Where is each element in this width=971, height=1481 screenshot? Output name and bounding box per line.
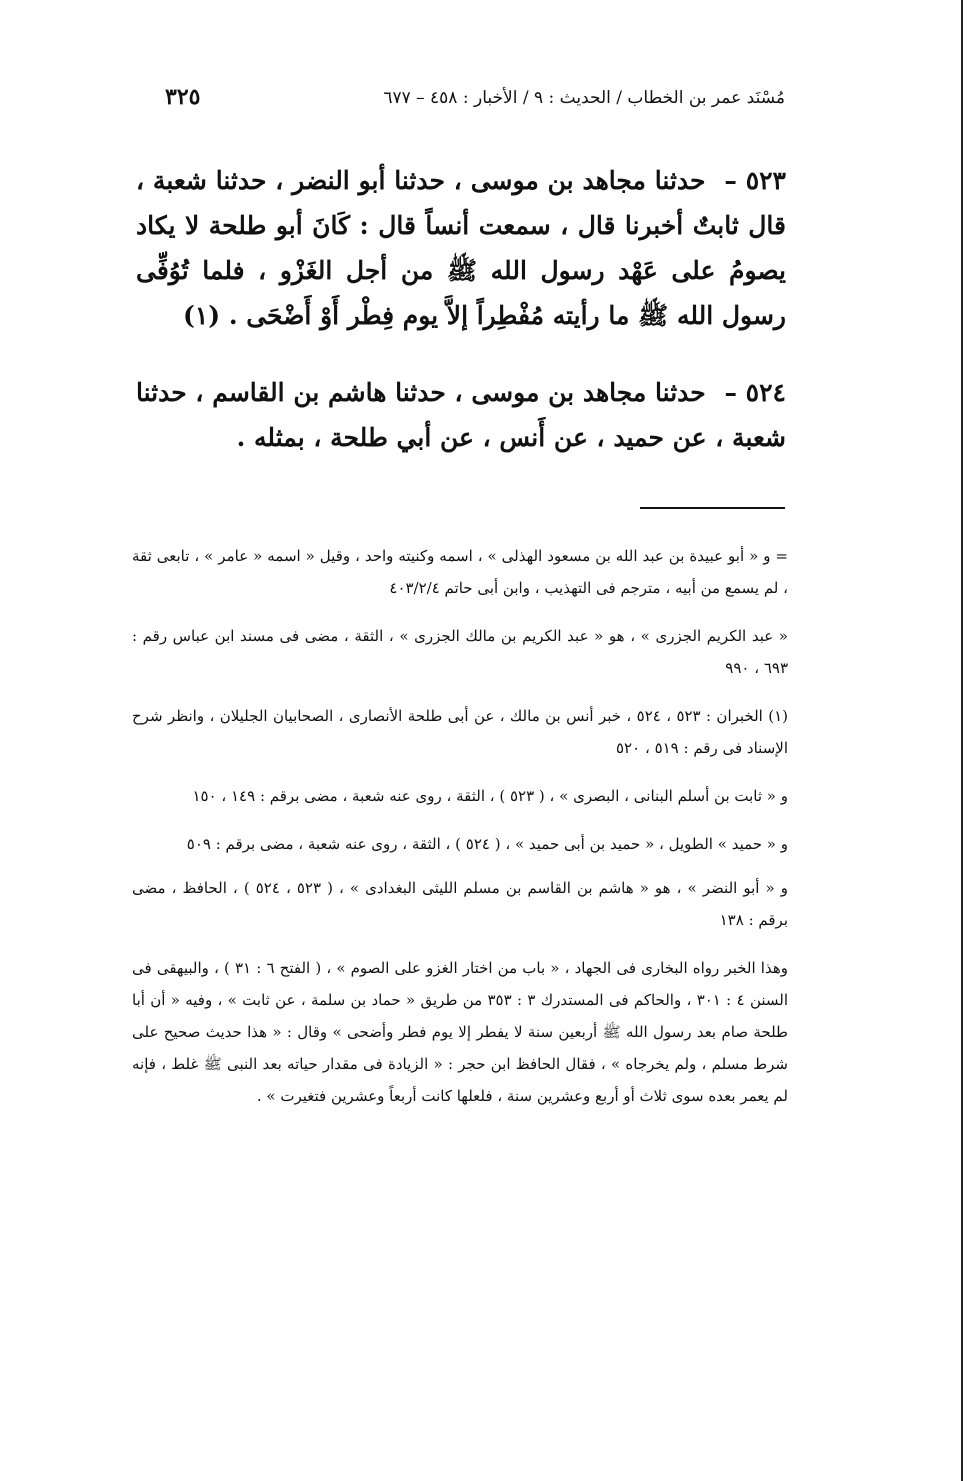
footnote-paragraph: « عبد الكريم الجزرى » ، هو « عبد الكريم بن مالك الجزرى » ، الثقة ، مضى فى مسند ابن عباس رقم : ٦٩٣ ، ٩٩٠	[132, 627, 788, 677]
hadith-number: ٥٢٣ –	[724, 166, 786, 195]
footnote-paragraph: و « ثابت بن أسلم البنانى ، البصرى » ، ( ٥٢٣ ) ، الثقة ، روى عنه شعبة ، مضى برقم : ١٤٩ ، ١٥٠	[192, 787, 788, 805]
footnote-paragraph: و « أبو النضر » ، هو « هاشم بن القاسم بن مسلم الليثى البغدادى » ، ( ٥٢٣ ، ٥٢٤ ) ، الحافظ ، مضى برقم : ١٣٨	[132, 879, 788, 929]
footnote-paragraph: = و « أبو عبيدة بن عبد الله بن مسعود الهذلى » ، اسمه وكنيته واحد ، وقيل « اسمه « عامر » ، تابعى ثقة ، لم يسمع من أبيه ، مترجم فى التهذيب ، وابن أبى حاتم ٤٠٣/٢/٤	[132, 547, 788, 597]
footnote-paragraph: وهذا الخبر رواه البخارى فى الجهاد ، « باب من اختار الغزو على الصوم » ، ( الفتح ٦ : ٣١ ) ، والبيهقى فى السنن ٤ : ٣٠١ ، والحاكم فى المستدرك ٣ : ٣٥٣ من طريق « حماد بن سلمة ، عن ثابت » ، وفيه « أن أبا طلحة صام بعد رسول الله ﷺ أربعين سنة لا يفطر إلا يوم فطر وأضحى » وقال : « هذا حديث صحيح على شرط مسلم ، ولم يخرجاه » ، فقال الحافظ ابن حجر : « الزيادة فى مقدار حياته بعد النبى ﷺ غلط ، فإنه لم يعمر بعده سوى ثلاث أو أربع وعشرين سنة ، فلعلها كانت أربعاً وعشرين فتغيرت » .	[132, 959, 789, 1105]
footnote-paragraph: و « حميد » الطويل ، « حميد بن أبى حميد » ، ( ٥٢٤ ) ، الثقة ، روى عنه شعبة ، مضى برقم : ٥٠٩	[186, 835, 788, 853]
page-edge-line	[961, 0, 963, 1481]
page-header	[165, 84, 785, 120]
hadith-number: ٥٢٤ –	[724, 378, 786, 407]
hadith-524	[136, 370, 786, 460]
hadith-text: حدثنا مجاهد بن موسى ، حدثنا أبو النضر ، حدثنا شعبة ، قال ثابتٌ أخبرنا قال ، سمعت أنساً قال : كَانَ أبو طلحة لا يكاد يصومُ على عَهْد رسول الله ﷺ من أجل الغَزْو ، فلما تُوُفِّى رسول الله ﷺ ما رأيته مُفْطِراً إلاَّ يوم فِطْر أَوْ أَضْحَى . (١)	[136, 166, 786, 330]
footnotes	[132, 540, 788, 1128]
hadith-text: حدثنا مجاهد بن موسى ، حدثنا هاشم بن القاسم ، حدثنا شعبة ، عن حميد ، عن أَنس ، عن أبي طلحة ، بمثله .	[136, 378, 786, 452]
footnote-separator	[640, 507, 785, 509]
footnote-paragraph: (١) الخبران : ٥٢٣ ، ٥٢٤ ، خبر أنس بن مالك ، عن أبى طلحة الأنصارى ، الصحابيان الجليلان ، وانظر شرح الإسناد فى رقم : ٥١٩ ، ٥٢٠	[132, 707, 788, 757]
running-title: مُسْنَد عمر بن الخطاب / الحديث : ٩ / الأخبار : ٤٥٨ – ٦٧٧	[383, 88, 785, 108]
hadith-523	[136, 158, 786, 338]
page-number: ٣٢٥	[165, 84, 201, 110]
